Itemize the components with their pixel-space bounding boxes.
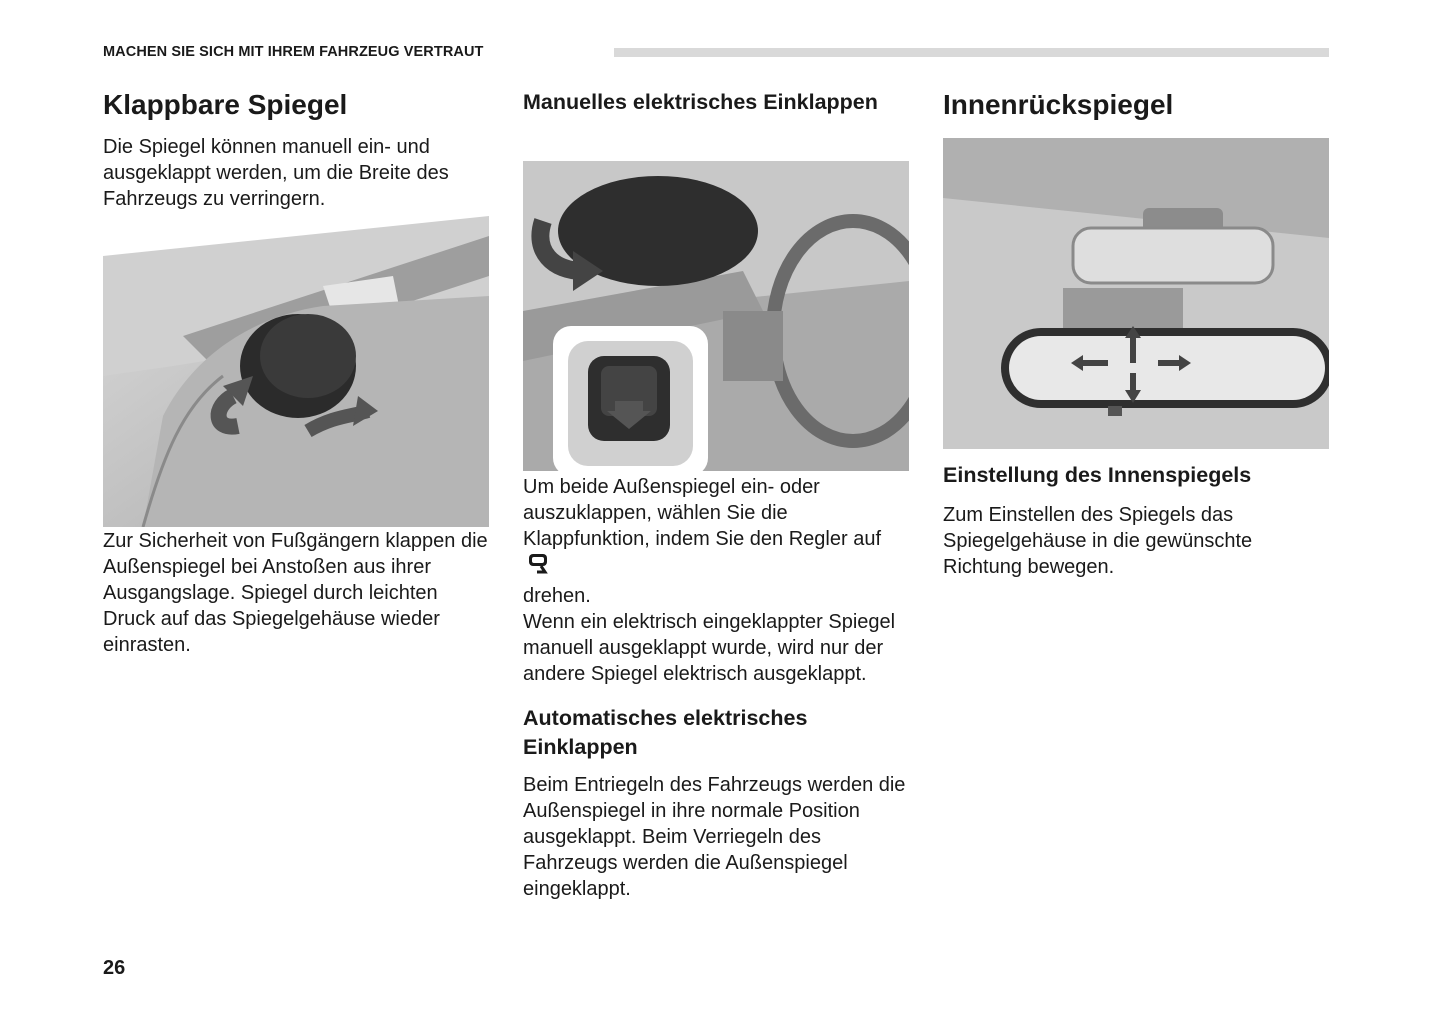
mirror-fold-icon [527,552,549,583]
automatic-paragraph: Beim Entriegeln des Fahrzeugs werden die Außenspiegel in ihre normale Position ausgeklappt. Beim Verriegeln des Fahrzeugs werden die Außenspiegel eingeklappt. [523,774,906,900]
column-folding-mirrors [103,88,491,212]
header-rule [614,48,1329,57]
manual-instructions [523,474,911,609]
section-heading-interior-mirror: Innenrückspiegel [943,89,1174,120]
manual-line2: drehen. [523,585,591,607]
safety-paragraph: Zur Sicherheit von Fußgängern klappen die Außenspiegel bei Anstoßen aus ihrer Ausgangslage. Spiegel durch leichten Druck auf das Spiegelgehäuse wieder einrasten. [103,530,488,656]
interior-mirror-text [943,461,1331,580]
section-heading-folding-mirrors: Klappbare Spiegel [103,89,348,120]
manual-paragraph-2: Wenn ein elektrisch eingeklappter Spiegel manuell ausgeklappt wurde, wird nur der andere Spiegel elektrisch ausgeklappt. [523,611,896,685]
safety-block [103,528,491,658]
page-number: 26 [103,957,126,979]
running-header: MACHEN SIE SICH MIT IHREM FAHRZEUG VERTRAUT [103,44,484,60]
column-electric-folding [523,88,911,117]
column-interior-mirror [943,88,1331,122]
illustration-folding-control [523,161,909,471]
heading-manual-electric-folding: Manuelles elektrisches Einklappen [523,90,878,114]
heading-automatic-electric-folding: Automatisches elektrisches Einklappen [523,706,808,759]
illustration-exterior-mirror [103,216,489,527]
heading-interior-mirror-adjustment: Einstellung des Innenspiegels [943,463,1252,487]
manual-folding-text [523,474,911,902]
intro-paragraph: Die Spiegel können manuell ein- und ausgeklappt werden, um die Breite des Fahrzeugs zu verringern. [103,136,449,210]
manual-line1: Um beide Außenspiegel ein- oder auszuklappen, wählen Sie die Klappfunktion, indem Sie den Regler auf [523,476,882,550]
interior-mirror-paragraph: Zum Einstellen des Spiegels das Spiegelgehäuse in die gewünschte Richtung bewegen. [943,504,1253,578]
illustration-interior-mirror [943,138,1329,449]
